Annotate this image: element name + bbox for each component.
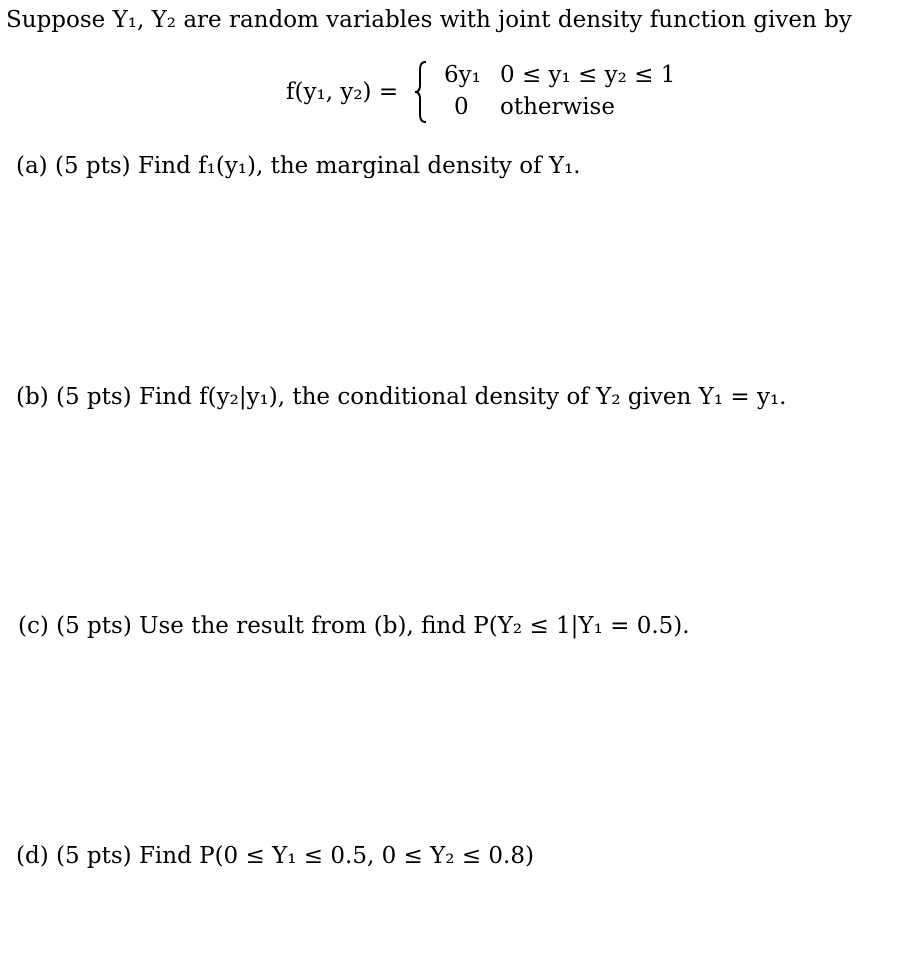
case1-value: 6y₁ [444, 62, 481, 88]
left-brace-icon [414, 61, 428, 123]
case2-condition: otherwise [500, 94, 615, 120]
part-a: (a) (5 pts) Find f₁(y₁), the marginal density of Y₁. [16, 153, 581, 179]
part-c: (c) (5 pts) Use the result from (b), find P(Y₂ ≤ 1|Y₁ = 0.5). [18, 613, 690, 639]
density-lhs: f(y₁, y₂) = [286, 79, 399, 105]
problem-intro: Suppose Y₁, Y₂ are random variables with joint density function given by [6, 7, 852, 33]
case1-condition: 0 ≤ y₁ ≤ y₂ ≤ 1 [500, 62, 676, 88]
part-b: (b) (5 pts) Find f(y₂|y₁), the conditional density of Y₂ given Y₁ = y₁. [16, 384, 787, 410]
case2-value: 0 [454, 94, 469, 120]
part-d: (d) (5 pts) Find P(0 ≤ Y₁ ≤ 0.5, 0 ≤ Y₂ ≤ 0.8) [16, 843, 534, 869]
